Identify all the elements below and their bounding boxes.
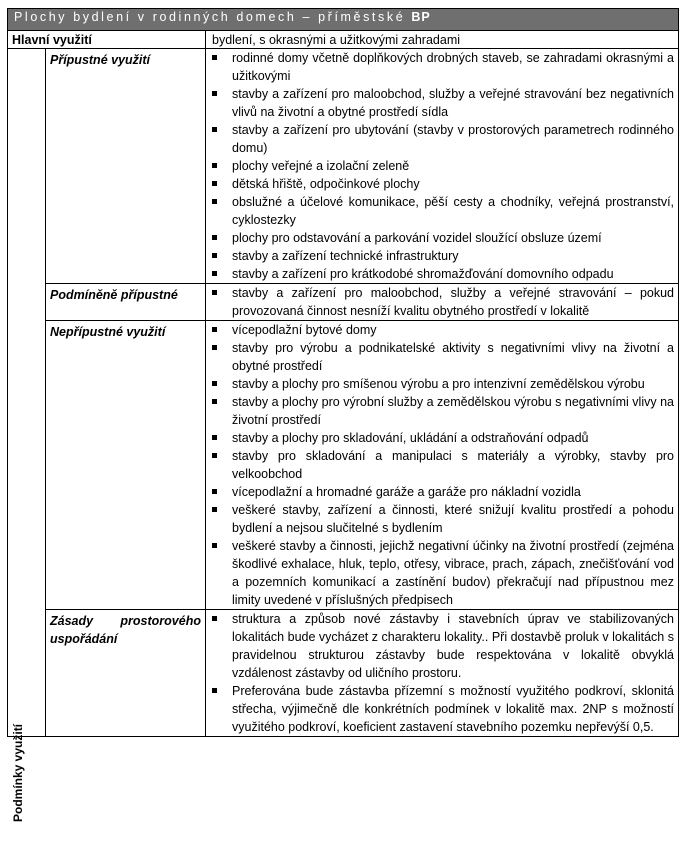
list-item: vícepodlažní bytové domy (206, 321, 674, 339)
section-label: Nepřípustné využití (46, 321, 206, 610)
list-item: stavby a zařízení pro krátkodobé shromažďování domovního odpadu (206, 265, 674, 283)
section-row-permitted (8, 49, 679, 284)
list-item: obslužné a účelové komunikace, pěší cesty a chodníky, veřejná prostranství, cyklostezky (206, 193, 674, 229)
main-use-row (8, 31, 679, 49)
main-use-label: Hlavní využití (8, 31, 206, 49)
title-main: Plochy bydlení v rodinných domech – příměstské (14, 10, 406, 24)
main-use-value: bydlení, s okrasnými a užitkovými zahradami (206, 31, 679, 49)
section-items-cell (206, 321, 679, 610)
list-item: stavby a zařízení pro maloobchod, služby a veřejné stravování bez negativních vlivů na životní a obytné prostředí sídla (206, 85, 674, 121)
regulation-table (7, 8, 679, 822)
title-row (8, 9, 679, 31)
list-item: stavby a zařízení pro ubytování (stavby v prostorových parametrech rodinného domu) (206, 121, 674, 157)
list-item: Preferována bude zástavba přízemní s možností využitého podkroví, sklonitá střecha, výjimečně dle konkrétních podmínek v lokalitě max. 2NP s možností využitého podkroví, koeficient zastavení stavebního pozemku nepřevýší 0,5. (206, 682, 674, 736)
table-title (8, 9, 679, 31)
list-item: stavby a plochy pro smíšenou výrobu a pro intenzivní zemědělskou výrobu (206, 375, 674, 393)
list-item: veškeré stavby, zařízení a činnosti, které snižují kvalitu prostředí a pohodu bydlení a nejsou slučitelné s bydlením (206, 501, 674, 537)
list-item: stavby pro skladování a manipulaci s materiály a výrobky, stavby pro velkoobchod (206, 447, 674, 483)
conditions-cell (8, 49, 46, 822)
list-item: plochy veřejné a izolační zeleně (206, 157, 674, 175)
title-code: BP (411, 10, 431, 24)
section-row-spatial (8, 610, 679, 737)
section-items-cell (206, 49, 679, 284)
section-items-cell (206, 610, 679, 737)
section-row-forbidden (8, 321, 679, 610)
list-item: struktura a způsob nové zástavby i stavebních úprav ve stabilizovaných lokalitách bude vycházet z charakteru lokality.. Při dostavbě proluk v lokalitách s pravidelnou strukturou zástavby bude respektována v lokalitě obvyklá vzdálenost zástavby od uličního prostoru. (206, 610, 674, 682)
list-item: veškeré stavby a činnosti, jejichž negativní účinky na životní prostředí (zejména škodlivé exhalace, hluk, teplo, otřesy, vibrace, prach, zápach, znečišťování vod a pozemních komunikací a zastínění budov) překračují nad přípustnou mez limity uvedené v příslušných předpisech (206, 537, 674, 609)
list-item: plochy pro odstavování a parkování vozidel sloužící obsluze území (206, 229, 674, 247)
bullet-list (206, 49, 678, 283)
bullet-list (206, 284, 678, 320)
section-label: Přípustné využití (46, 49, 206, 284)
section-label: Zásady prostorového uspořádání (46, 610, 206, 737)
list-item: stavby a plochy pro výrobní služby a zemědělskou výrobu s negativními vlivy na životní prostředí (206, 393, 674, 429)
conditions-label: Podmínky využití (11, 723, 25, 822)
list-item: stavby a plochy pro skladování, ukládání a odstraňování odpadů (206, 429, 674, 447)
bullet-list (206, 321, 678, 609)
section-row-conditional (8, 284, 679, 321)
list-item: stavby a zařízení pro maloobchod, služby a veřejné stravování – pokud provozovaná činnost nesníží kvalitu obytného prostředí v lokalitě (206, 284, 674, 320)
list-item: stavby pro výrobu a podnikatelské aktivity s negativními vlivy na životní a obytné prostředí (206, 339, 674, 375)
section-items-cell (206, 284, 679, 321)
list-item: rodinné domy včetně doplňkových drobných staveb, se zahradami okrasnými a užitkovými (206, 49, 674, 85)
list-item: dětská hřiště, odpočinkové plochy (206, 175, 674, 193)
list-item: vícepodlažní a hromadné garáže a garáže pro nákladní vozidla (206, 483, 674, 501)
bullet-list (206, 610, 678, 736)
list-item: stavby a zařízení technické infrastruktury (206, 247, 674, 265)
section-label: Podmíněně přípustné (46, 284, 206, 321)
